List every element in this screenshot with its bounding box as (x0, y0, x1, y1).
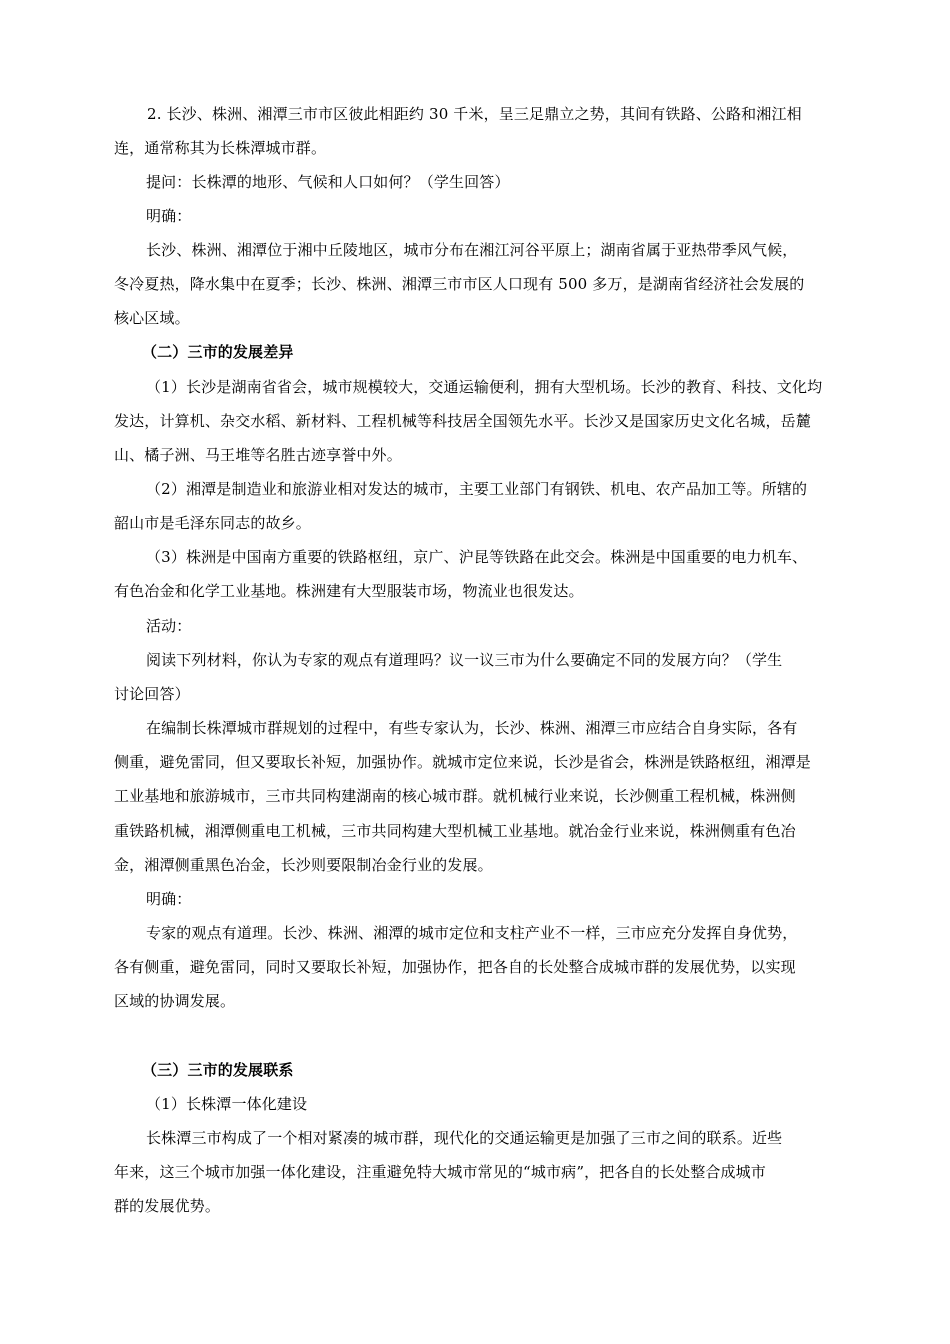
paragraph-line: 有色冶金和化学工业基地。株洲建有大型服装市场，物流业也很发达。 (114, 582, 584, 600)
paragraph-line: （3）株洲是中国南方重要的铁路枢纽，京广、沪昆等铁路在此交会。株洲是中国重要的电力机车、 (146, 548, 808, 566)
paragraph-line: 各有侧重，避免雷同，同时又要取长补短，加强协作，把各自的长处整合成城市群的发展优势，以实现 (114, 958, 796, 976)
paragraph-line: 2. 长沙、株洲、湘潭三市市区彼此相距约 30 千米，呈三足鼎立之势，其间有铁路、公路和湘江相 (147, 105, 802, 123)
paragraph-line: 韶山市是毛泽东同志的故乡。 (114, 514, 311, 532)
paragraph-line: 重铁路机械，湘潭侧重电工机械，三市共同构建大型机械工业基地。就冶金行业来说，株洲侧重有色冶 (114, 822, 796, 840)
paragraph-line: 专家的观点有道理。长沙、株洲、湘潭的城市定位和支柱产业不一样，三市应充分发挥自身优势， (146, 924, 798, 942)
sub-heading: （1）长株潭一体化建设 (146, 1095, 308, 1113)
paragraph-line: 讨论回答） (114, 685, 190, 703)
activity-label: 活动： (146, 617, 192, 635)
section-heading: （三）三市的发展联系 (142, 1061, 294, 1079)
paragraph-line: 年来，这三个城市加强一体化建设，注重避免特大城市常见的“城市病”，把各自的长处整合成城市 (114, 1163, 766, 1181)
paragraph-line: （1）长沙是湖南省省会，城市规模较大，交通运输便利，拥有大型机场。长沙的教育、科技、文化均 (146, 378, 823, 396)
paragraph-line: 连，通常称其为长株潭城市群。 (114, 139, 327, 157)
paragraph-line: 侧重，避免雷同，但又要取长补短，加强协作。就城市定位来说，长沙是省会，株洲是铁路枢纽，湘潭是 (114, 753, 811, 771)
paragraph-line: 区域的协调发展。 (114, 992, 236, 1010)
paragraph-line: 山、橘子洲、马王堆等名胜古迹享誉中外。 (114, 446, 402, 464)
paragraph-line: 工业基地和旅游城市，三市共同构建湖南的核心城市群。就机械行业来说，长沙侧重工程机械，株洲侧 (114, 787, 796, 805)
paragraph-line: 冬冷夏热，降水集中在夏季；长沙、株洲、湘潭三市市区人口现有 500 多万，是湖南省经济社会发展的 (114, 275, 805, 293)
paragraph-line: 核心区域。 (114, 309, 190, 327)
paragraph-line: 在编制长株潭城市群规划的过程中，有些专家认为，长沙、株洲、湘潭三市应结合自身实际，各有 (146, 719, 798, 737)
paragraph-line: 金，湘潭侧重黑色冶金，长沙则要限制冶金行业的发展。 (114, 856, 493, 874)
paragraph-line: 阅读下列材料，你认为专家的观点有道理吗？议一议三市为什么要确定不同的发展方向？（学生 (146, 651, 783, 669)
paragraph-line: 长沙、株洲、湘潭位于湘中丘陵地区，城市分布在湘江河谷平原上；湖南省属于亚热带季风气候， (146, 241, 798, 259)
question-line: 提问：长株潭的地形、气候和人口如何？（学生回答） (146, 173, 510, 191)
section-heading: （二）三市的发展差异 (142, 343, 294, 361)
clarify-label: 明确： (146, 207, 192, 225)
paragraph-line: 长株潭三市构成了一个相对紧凑的城市群，现代化的交通运输更是加强了三市之间的联系。近些 (146, 1129, 783, 1147)
clarify-label: 明确： (146, 890, 192, 908)
paragraph-line: 群的发展优势。 (114, 1197, 221, 1215)
paragraph-line: 发达，计算机、杂交水稻、新材料、工程机械等科技居全国领先水平。长沙又是国家历史文化名城，岳麓 (114, 412, 811, 430)
paragraph-line: （2）湘潭是制造业和旅游业相对发达的城市，主要工业部门有钢铁、机电、农产品加工等。所辖的 (146, 480, 808, 498)
